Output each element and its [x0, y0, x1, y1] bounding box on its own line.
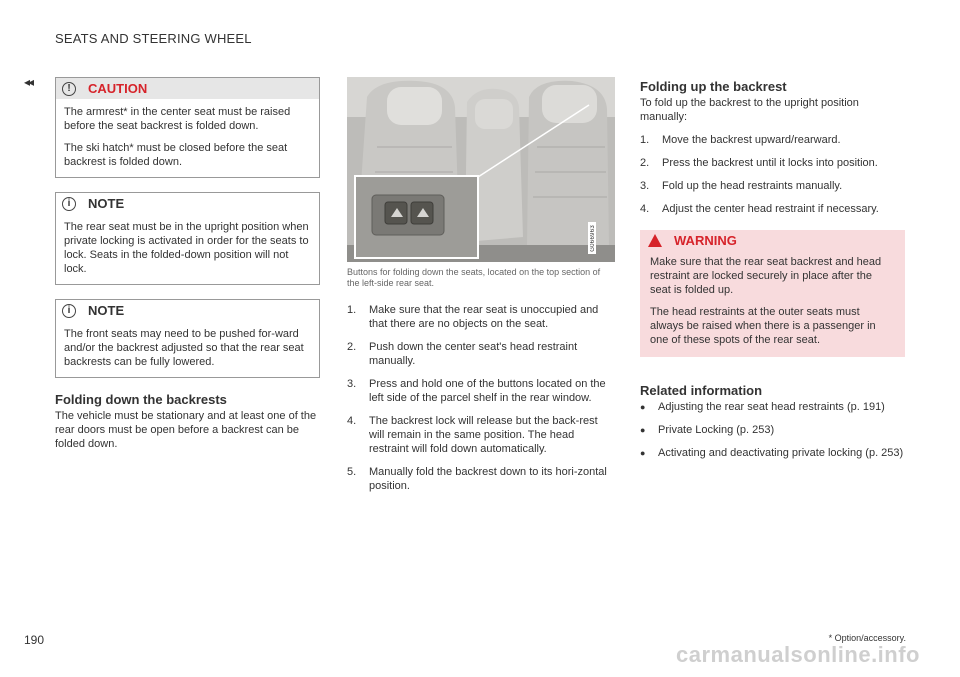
rear-seat-photo — [347, 77, 615, 262]
folding-down-intro: The vehicle must be stationary and at least one of the rear doors must be open before a backrest can be folded down. — [55, 410, 317, 450]
exclamation-circle-icon: ! — [62, 82, 76, 96]
warning-paragraph: The head restraints at the outer seats must always be raised when there is a passenger in one of these spots of the rear seat. — [650, 306, 876, 346]
note-header — [56, 193, 319, 214]
info-circle-icon: i — [62, 197, 76, 211]
list-item: 2. Press the backrest until it locks into position. — [640, 157, 878, 169]
caution-paragraph: The armrest* in the center seat must be raised before the seat backrest is folded down. — [64, 106, 291, 132]
warning-title: WARNING — [674, 233, 737, 248]
rear-seat-illustration — [347, 77, 615, 262]
list-item: 1. Make sure that the rear seat is unoccupied and that there are no objects on the seat. — [347, 304, 599, 330]
page-number: 190 — [24, 633, 45, 647]
footnote: * Option/accessory. — [828, 633, 906, 643]
note-header — [56, 300, 319, 321]
list-item: 4. Adjust the center head restraint if necessary. — [640, 203, 879, 215]
column-left — [55, 77, 320, 451]
related-link[interactable]: ● Activating and deactivating private locking (p. 253) — [640, 447, 904, 459]
list-item: 4. The backrest lock will release but the back-rest will remain in the same position. The head restraint will fold down automatically. — [347, 415, 598, 455]
warning-triangle-icon — [648, 234, 662, 247]
list-item: 5. Manually fold the backrest down to its hori-zontal position. — [347, 466, 607, 492]
list-item: 3. Press and hold one of the buttons located on the left side of the parcel shelf in the rear window. — [347, 378, 606, 404]
folding-up-steps — [640, 133, 905, 216]
note-box — [55, 299, 320, 378]
folding-down-steps — [347, 303, 615, 493]
related-list — [640, 400, 905, 460]
warning-paragraph: Make sure that the rear seat backrest and head restraint are locked securely in place after the seat is folded up. — [650, 256, 882, 296]
caution-title: CAUTION — [88, 81, 148, 96]
image-code: G066963 — [590, 225, 596, 252]
bullet-icon: ● — [640, 425, 646, 435]
note-title: NOTE — [88, 303, 125, 318]
photo-caption: Buttons for folding down the seats, located on the top section of the left-side rear seat. — [347, 267, 601, 288]
folding-up-intro: To fold up the backrest to the upright position manually: — [640, 97, 859, 123]
caution-paragraph: The ski hatch* must be closed before the seat backrest is folded down. — [64, 142, 288, 168]
folding-up-heading: Folding up the backrest — [640, 79, 787, 94]
note-title: NOTE — [88, 196, 125, 211]
bullet-icon: ● — [640, 448, 646, 458]
list-item: 3. Fold up the head restraints manually. — [640, 180, 843, 192]
note-box — [55, 192, 320, 285]
note-text: The front seats may need to be pushed for-ward and/or the backrest adjusted so that the rear seat backrests can be fully lowered. — [64, 328, 304, 368]
column-middle — [347, 77, 615, 502]
list-item: 2. Push down the center seat's head restraint manually. — [347, 341, 578, 367]
section-title: SEATS AND STEERING WHEEL — [55, 31, 252, 46]
watermark: carmanualsonline.info — [676, 642, 920, 667]
note-text: The rear seat must be in the upright position when private locking is activated in order for the seats to lock. Seats in the folded-down position will not lock. — [64, 221, 309, 275]
bullet-icon: ● — [640, 402, 646, 412]
folding-down-heading: Folding down the backrests — [55, 392, 227, 407]
continuation-mark: ◂◂ — [24, 75, 33, 89]
related-heading: Related information — [640, 383, 763, 398]
related-link[interactable]: ● Private Locking (p. 253) — [640, 424, 775, 436]
caution-header — [56, 78, 319, 99]
warning-header — [640, 230, 905, 251]
info-circle-icon: i — [62, 304, 76, 318]
warning-box — [640, 230, 905, 357]
list-item: 1. Move the backrest upward/rearward. — [640, 134, 841, 146]
column-right — [640, 77, 905, 469]
caution-box — [55, 77, 320, 178]
related-link[interactable]: ● Adjusting the rear seat head restraints (p. 191) — [640, 401, 885, 413]
